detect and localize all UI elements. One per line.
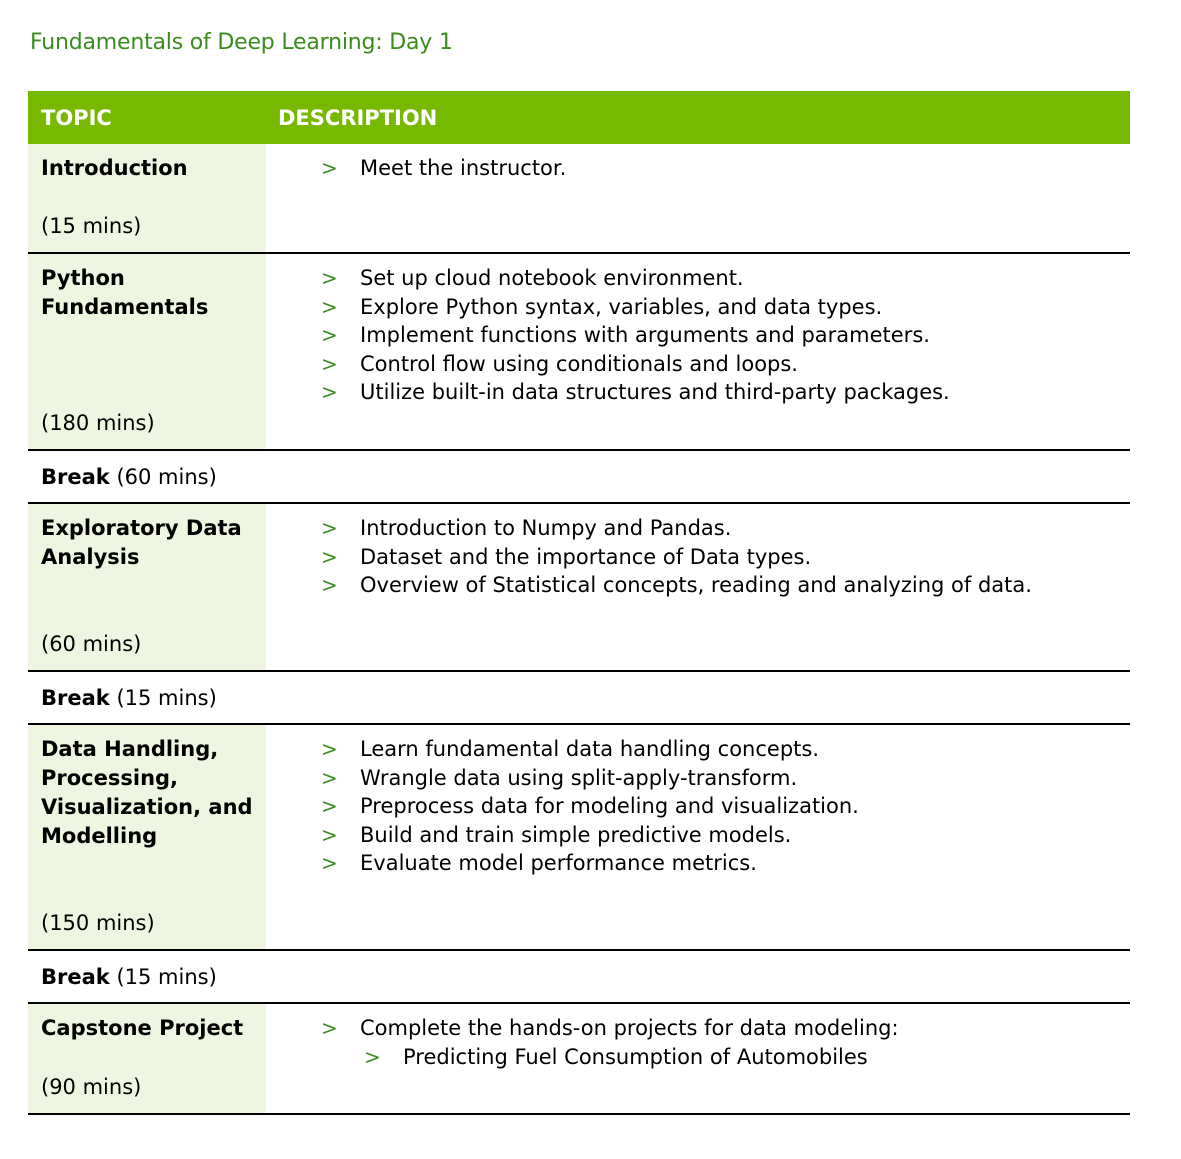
list-item: > Preprocess data for modeling and visualization. bbox=[321, 792, 1130, 821]
description-cell bbox=[266, 144, 1130, 252]
topic-duration: (90 mins) bbox=[41, 1075, 142, 1099]
document-title: Fundamentals of Deep Learning: Day 1 bbox=[30, 30, 453, 55]
chevron-right-icon: > bbox=[321, 351, 338, 376]
chevron-right-icon: > bbox=[321, 294, 338, 319]
topic-cell bbox=[28, 1004, 266, 1113]
topic-duration: (15 mins) bbox=[41, 214, 142, 238]
topic-duration: (150 mins) bbox=[41, 911, 155, 935]
list-item: > Implement functions with arguments and parameters. bbox=[321, 321, 1130, 350]
chevron-right-icon: > bbox=[321, 573, 338, 597]
description-cell bbox=[266, 725, 1130, 949]
list-item: > Wrangle data using split-apply-transform. bbox=[321, 764, 1130, 793]
break-duration: (15 mins) bbox=[116, 964, 217, 989]
topic-name: Data Handling, Processing, Visualization, and Modelling bbox=[41, 737, 253, 848]
chevron-right-icon: > bbox=[321, 156, 338, 180]
list-item: > Build and train simple predictive models. bbox=[321, 821, 1130, 850]
description-cell bbox=[266, 1004, 1130, 1113]
topic-duration: (180 mins) bbox=[41, 411, 155, 435]
description-cell bbox=[266, 254, 1130, 449]
chevron-right-icon: > bbox=[321, 380, 338, 404]
chevron-right-icon: > bbox=[321, 737, 338, 761]
topic-cell bbox=[28, 725, 266, 949]
list-item: > Learn fundamental data handling concepts. bbox=[321, 735, 1130, 764]
break-duration: (60 mins) bbox=[116, 464, 217, 489]
session-row-data-handling bbox=[28, 725, 1130, 951]
session-row-capstone-project bbox=[28, 1004, 1130, 1115]
list-item: > Overview of Statistical concepts, reading and analyzing of data. bbox=[321, 571, 1130, 600]
list-item: > Dataset and the importance of Data types. bbox=[321, 543, 1130, 572]
topic-cell bbox=[28, 504, 266, 670]
table-header bbox=[28, 91, 1130, 144]
break-label: Break bbox=[41, 685, 110, 710]
topic-cell bbox=[28, 144, 266, 252]
list-item: > Introduction to Numpy and Pandas. bbox=[321, 514, 1130, 543]
break-row bbox=[28, 951, 1130, 1004]
break-label: Break bbox=[41, 964, 110, 989]
chevron-right-icon: > bbox=[321, 323, 338, 347]
description-cell bbox=[266, 504, 1130, 670]
list-item: > Complete the hands-on projects for data modeling: bbox=[321, 1014, 1130, 1043]
list-item: > Explore Python syntax, variables, and data types. bbox=[321, 293, 1130, 322]
topic-cell bbox=[28, 254, 266, 449]
topic-name: Introduction bbox=[41, 156, 188, 180]
topic-name: Exploratory Data Analysis bbox=[41, 516, 242, 569]
agenda-table bbox=[28, 91, 1130, 1115]
list-item: > Set up cloud notebook environment. bbox=[321, 264, 1130, 293]
topic-name: Capstone Project bbox=[41, 1016, 244, 1040]
break-row bbox=[28, 451, 1130, 504]
header-topic: TOPIC bbox=[41, 105, 112, 130]
chevron-right-icon: > bbox=[321, 851, 338, 875]
topic-duration: (60 mins) bbox=[41, 632, 142, 656]
chevron-right-icon: > bbox=[321, 516, 338, 540]
session-row-introduction bbox=[28, 144, 1130, 254]
break-row bbox=[28, 672, 1130, 725]
topic-name: Python Fundamentals bbox=[41, 266, 209, 319]
break-duration: (15 mins) bbox=[116, 685, 217, 710]
chevron-right-icon: > bbox=[321, 794, 338, 818]
break-label: Break bbox=[41, 464, 110, 489]
chevron-right-icon: > bbox=[364, 1044, 381, 1069]
chevron-right-icon: > bbox=[321, 1016, 338, 1040]
chevron-right-icon: > bbox=[321, 544, 338, 569]
list-item: > Meet the instructor. bbox=[321, 154, 1130, 183]
header-description: DESCRIPTION bbox=[278, 105, 438, 130]
session-row-python-fundamentals bbox=[28, 254, 1130, 451]
list-item: > Evaluate model performance metrics. bbox=[321, 849, 1130, 878]
chevron-right-icon: > bbox=[321, 765, 338, 790]
chevron-right-icon: > bbox=[321, 266, 338, 290]
list-item: > Control flow using conditionals and loops. bbox=[321, 350, 1130, 379]
list-item: > Utilize built-in data structures and third-party packages. bbox=[321, 378, 1130, 407]
chevron-right-icon: > bbox=[321, 822, 338, 847]
sub-list-item: > Predicting Fuel Consumption of Automobiles bbox=[321, 1043, 1130, 1072]
session-row-exploratory-data-analysis bbox=[28, 504, 1130, 672]
